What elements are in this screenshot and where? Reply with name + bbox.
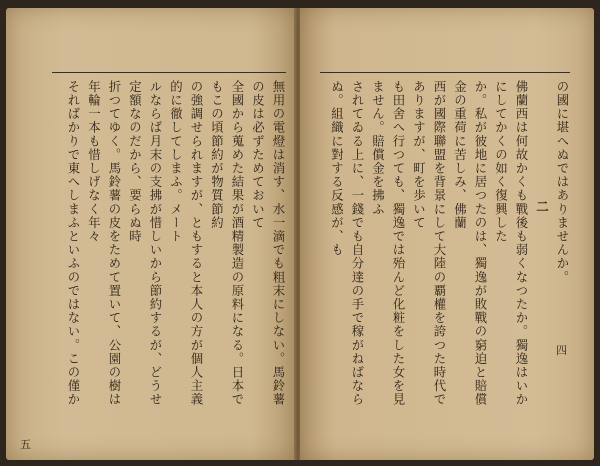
page-number-right: 四 <box>556 344 567 357</box>
text-line: 折つてゆく。馬鈴薯の皮をためて置いて、公園の樹は年輪一本も惜しげなく年々 <box>86 80 122 407</box>
text-line: の國に堪へぬではありませんか。 <box>555 80 570 284</box>
text-line: そればかりで東へしまふといふのではない。この僅か <box>66 80 81 407</box>
page-number-left: 五 <box>20 438 31 451</box>
text-line: 二 <box>534 200 550 214</box>
right-page-text <box>330 80 572 410</box>
text-line: か。私が彼地に居つたのは、獨逸が敗戰の窮迫と賠償金の重荷に苦しみ、佛蘭 <box>452 80 488 407</box>
top-rule-left <box>52 72 286 73</box>
left-page <box>6 8 296 460</box>
text-line: も田舍へ行つても、獨逸では殆んど化粧をした女を見ません。賠償金を拂ふ <box>370 80 406 407</box>
text-line: 佛蘭西は何故かくも戰後も弱くなつたか。獨逸はいかにしてかくの如く復興した <box>493 80 529 407</box>
text-line: ルならば月末の支拂が惜しいから節約するが、どうせ定額なのだから、要らぬ時 <box>127 80 163 407</box>
text-line: 無用の電燈は消す、水一滴でも粗末にしない。馬鈴薯の皮は必ずためておいて <box>250 80 286 407</box>
text-line: 全國から蒐めた結果が酒精製造の原料になる。日本でもこの頃節約が物質節約 <box>209 80 245 407</box>
text-line: されてゐる上に、一錢でも自分達の手で稼がねばならぬ。組織に對する反感が、も <box>330 80 365 407</box>
text-line: の強調せられますが、ともすると本人の方が個人主義的に徹してしまふ。メート <box>168 80 204 407</box>
left-page-text <box>64 80 288 410</box>
right-page <box>300 8 594 460</box>
text-line: 西が國際聯盟を背景にして大陸の覇權を誇つた時代でありますが、町を歩いて <box>411 80 447 407</box>
top-rule-right <box>320 72 570 73</box>
